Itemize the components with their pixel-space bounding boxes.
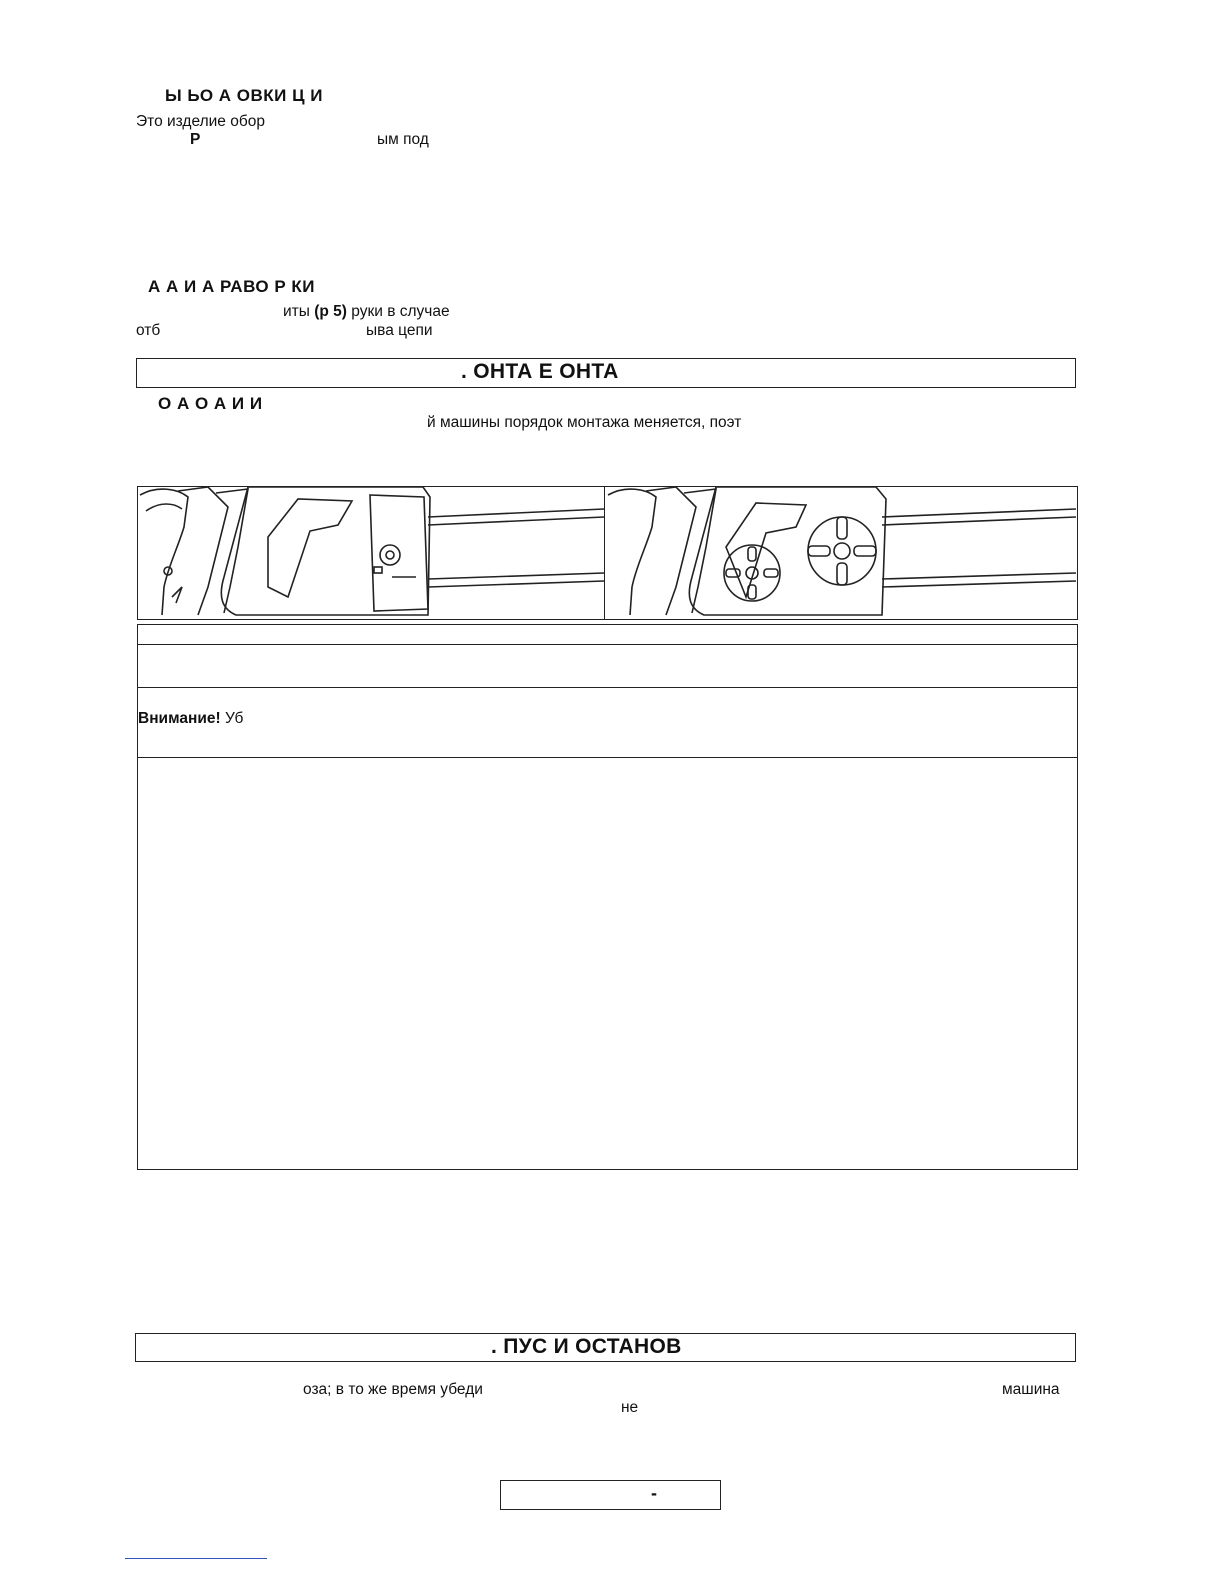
warning-label: Внимание! xyxy=(138,710,221,727)
section-text-line: Это изделие обор xyxy=(136,113,265,130)
start-stop-title: . ПУС И ОСТАНОВ xyxy=(491,1335,682,1358)
footnote-rule xyxy=(125,1558,267,1559)
assembly-title: . ОНТА Е ОНТА xyxy=(461,360,619,383)
assembly-text: й машины порядок монтажа меняется, поэт xyxy=(427,414,742,431)
bold-fragment: (р 5) xyxy=(314,303,347,320)
section-text-line: ым под xyxy=(377,131,429,148)
text-fragment: иты xyxy=(283,303,310,320)
table-rule xyxy=(137,687,1078,688)
section-text-line: отб xyxy=(136,322,161,339)
text-fragment: руки в случае xyxy=(351,303,450,320)
bold-fragment: Р xyxy=(190,131,201,148)
start-stop-text: оза; в то же время убеди xyxy=(303,1381,483,1398)
warning-note xyxy=(138,710,243,728)
assembly-title-bar xyxy=(136,358,1076,388)
chainsaw-open-illustration xyxy=(606,487,1076,619)
section-heading-hand-guard: А А И А РАВО Р КИ xyxy=(148,277,316,296)
table-rule xyxy=(137,757,1078,758)
table-rule xyxy=(137,644,1078,645)
start-stop-text: не xyxy=(621,1399,639,1416)
figure-divider xyxy=(604,486,605,620)
start-stop-text: машина xyxy=(1002,1381,1060,1398)
section-text-line xyxy=(190,131,200,149)
page-number-box xyxy=(500,1480,721,1510)
section-heading-packaging: Ы ЬО А ОВКИ Ц И xyxy=(165,86,323,105)
page-number: - xyxy=(651,1483,657,1503)
start-stop-title-bar xyxy=(135,1333,1076,1362)
info-table xyxy=(137,624,1078,1170)
assembly-subheading: О А О А И И xyxy=(158,394,263,413)
warning-text: Уб xyxy=(224,710,244,727)
chainsaw-closed-illustration xyxy=(138,487,604,619)
section-text-line xyxy=(283,303,450,321)
section-text-line: ыва цепи xyxy=(366,322,433,339)
